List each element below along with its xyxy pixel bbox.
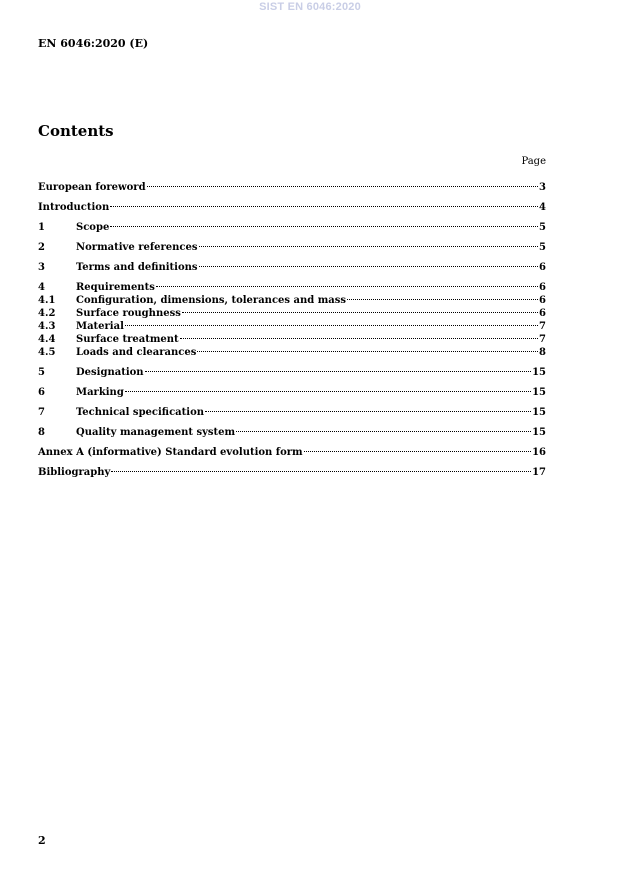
- toc-entry-number: 5: [38, 367, 45, 378]
- toc-entry-title: Surface treatment: [76, 334, 179, 345]
- toc-entry-page: 3: [539, 182, 546, 193]
- dot-leader: [347, 299, 538, 300]
- toc-entry-number: 8: [38, 427, 45, 438]
- toc-entry-title: Annex A (informative) Standard evolution form: [38, 447, 303, 458]
- toc-entry-title: Configuration, dimensions, tolerances and mass: [76, 295, 347, 306]
- toc-entry-page: 5: [539, 242, 546, 253]
- toc-entry[interactable]: [38, 281, 546, 294]
- dot-leader: [197, 351, 538, 352]
- contents-heading: Contents: [38, 122, 114, 140]
- toc-entry[interactable]: [38, 386, 546, 399]
- toc-entry-page: 6: [539, 282, 546, 293]
- toc-entry-page: 6: [539, 295, 546, 306]
- toc-entry-title: Scope: [76, 222, 110, 233]
- toc-entry-page: 15: [532, 367, 546, 378]
- toc-entry-page: 17: [532, 467, 546, 478]
- toc-entry-number: 4.3: [38, 321, 56, 332]
- toc-entry-title: Material: [76, 321, 124, 332]
- toc-entry[interactable]: [38, 261, 546, 274]
- toc-entry-title: Quality management system: [76, 427, 236, 438]
- dot-leader: [199, 266, 539, 267]
- toc-entry-page: 16: [532, 447, 546, 458]
- page-number: 2: [38, 834, 46, 847]
- toc-entry-page: 6: [539, 308, 546, 319]
- toc-entry[interactable]: [38, 181, 546, 194]
- toc-entry-page: 15: [532, 387, 546, 398]
- toc-entry-title: Loads and clearances: [76, 347, 197, 358]
- dot-leader: [199, 246, 539, 247]
- toc-entry-title: Designation: [76, 367, 144, 378]
- toc-entry[interactable]: [38, 346, 546, 359]
- dot-leader: [111, 471, 531, 472]
- toc-entry[interactable]: [38, 446, 546, 459]
- toc-entry-page: 7: [539, 334, 546, 345]
- toc-entry-page: 5: [539, 222, 546, 233]
- dot-leader: [147, 186, 538, 187]
- toc-entry-number: 6: [38, 387, 45, 398]
- toc-entry-page: 6: [539, 262, 546, 273]
- toc-entry-page: 15: [532, 407, 546, 418]
- toc-entry-title: Marking: [76, 387, 124, 398]
- toc-entry-title: Normative references: [76, 242, 198, 253]
- dot-leader: [180, 338, 538, 339]
- dot-leader: [236, 431, 531, 432]
- toc-entry[interactable]: [38, 466, 546, 479]
- page-column-label: Page: [521, 156, 546, 167]
- watermark: SIST EN 6046:2020: [259, 1, 361, 13]
- toc-entry-page: 4: [539, 202, 546, 213]
- toc-entry-title: Requirements: [76, 282, 155, 293]
- toc-entry-number: 7: [38, 407, 45, 418]
- toc-entry-title: European foreword: [38, 182, 146, 193]
- toc-entry-number: 2: [38, 242, 45, 253]
- toc-entry-number: 4: [38, 282, 45, 293]
- toc-entry-number: 3: [38, 262, 45, 273]
- toc-entry-number: 4.2: [38, 308, 56, 319]
- toc-entry[interactable]: [38, 294, 546, 307]
- dot-leader: [182, 312, 538, 313]
- toc-entry[interactable]: [38, 406, 546, 419]
- dot-leader: [145, 371, 532, 372]
- dot-leader: [205, 411, 531, 412]
- table-of-contents: [38, 181, 546, 479]
- toc-entry-title: Surface roughness: [76, 308, 181, 319]
- toc-entry[interactable]: [38, 333, 546, 346]
- document-id-header: EN 6046:2020 (E): [38, 37, 149, 50]
- dot-leader: [304, 451, 531, 452]
- toc-entry-number: 4.5: [38, 347, 56, 358]
- toc-entry-number: 1: [38, 222, 45, 233]
- toc-entry-title: Technical specification: [76, 407, 205, 418]
- toc-entry[interactable]: [38, 426, 546, 439]
- toc-entry-page: 7: [539, 321, 546, 332]
- toc-entry-page: 15: [532, 427, 546, 438]
- dot-leader: [125, 325, 538, 326]
- toc-entry[interactable]: [38, 320, 546, 333]
- toc-entry[interactable]: [38, 366, 546, 379]
- toc-entry-title: Introduction: [38, 202, 110, 213]
- toc-entry-number: 4.4: [38, 334, 56, 345]
- dot-leader: [110, 206, 538, 207]
- dot-leader: [156, 286, 538, 287]
- toc-entry[interactable]: [38, 307, 546, 320]
- toc-entry-title: Bibliography: [38, 467, 111, 478]
- dot-leader: [125, 391, 531, 392]
- toc-entry[interactable]: [38, 221, 546, 234]
- toc-entry[interactable]: [38, 201, 546, 214]
- toc-entry[interactable]: [38, 241, 546, 254]
- toc-entry-page: 8: [539, 347, 546, 358]
- toc-entry-number: 4.1: [38, 295, 56, 306]
- toc-entry-title: Terms and definitions: [76, 262, 198, 273]
- dot-leader: [110, 226, 538, 227]
